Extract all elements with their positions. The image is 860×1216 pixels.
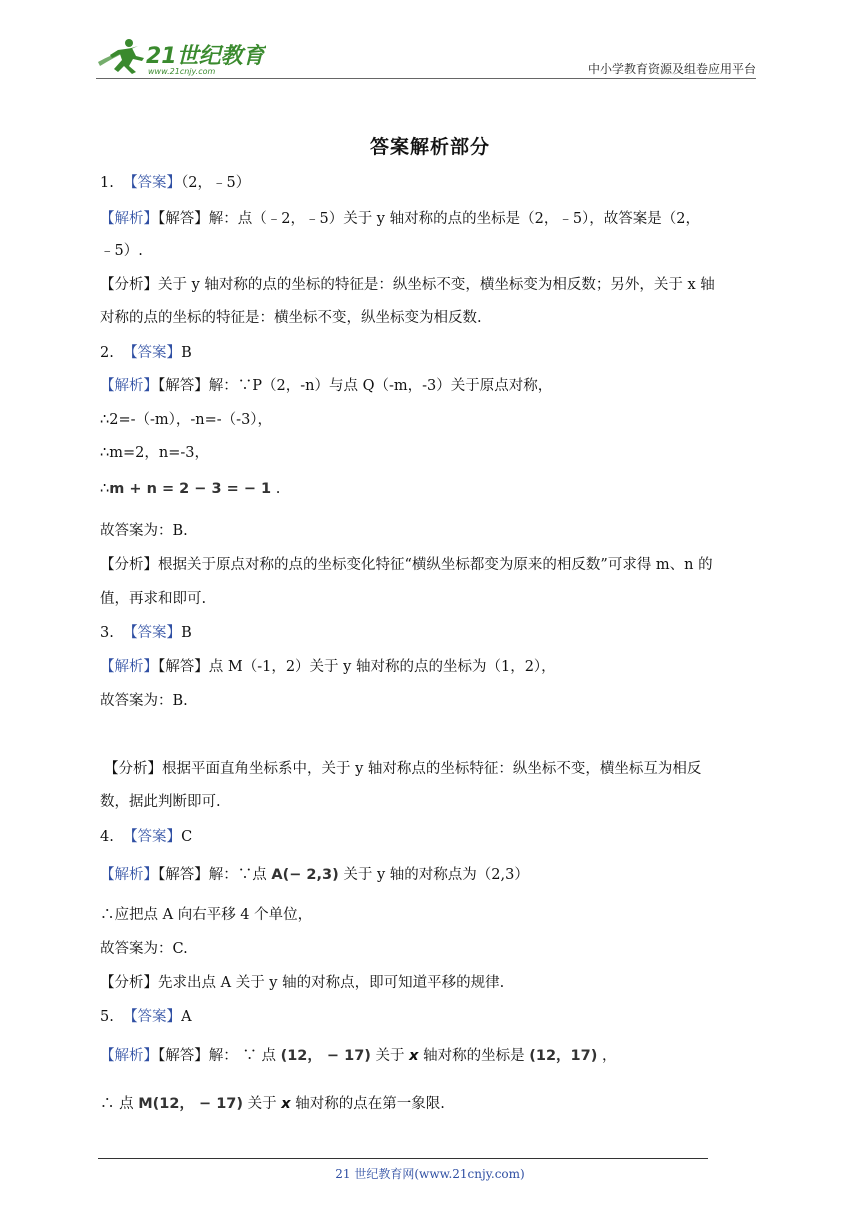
platform-name: 中小学教育资源及组卷应用平台	[587, 62, 756, 76]
q3-solution-text1: 【解答】点 M（-1，2）关于 y 轴对称的点的坐标为（1，2），	[158, 659, 556, 675]
q2-answer-tag: 【答案】	[123, 345, 182, 361]
page-title: 答案解析部分	[369, 136, 490, 158]
q2-analysis-line1: 【分析】根据关于原点对称的点的坐标变化特征“横纵坐标都变为原来的相反数”可求得 m、n 的	[100, 557, 713, 573]
footer-text: 21 世纪教育网(www.21cnjy.com)	[335, 1167, 525, 1181]
q5-answer-line	[100, 1007, 192, 1027]
q5-text1b: 关于	[375, 1048, 405, 1064]
q5-solution-line1	[100, 1046, 616, 1066]
q5-number: 5.	[100, 1009, 114, 1025]
q2-jiexi-tag: 【解析】	[100, 378, 158, 394]
q2-solution-line1	[100, 376, 552, 396]
q3-number: 3.	[100, 625, 114, 641]
q5-var-x1: x	[409, 1048, 419, 1064]
q4-point-a: A(− 2,3)	[271, 867, 339, 883]
q5-answer: A	[181, 1009, 192, 1025]
q4-answer-line	[100, 827, 192, 847]
q4-solution-line2: ∴应把点 A 向右平移 4 个单位，	[100, 907, 313, 923]
q5-text1d: ，	[601, 1048, 617, 1064]
header-divider	[96, 78, 756, 79]
q5-text2b: 关于	[247, 1096, 277, 1112]
q4-analysis-line1: 【分析】先求出点 A 关于 y 轴的对称点，即可知道平移的规律.	[100, 975, 505, 991]
q1-answer-line	[100, 173, 250, 193]
q2-solution-line4	[100, 479, 280, 499]
q2-answer-line	[100, 343, 192, 363]
q1-answer-tag: 【答案】	[123, 175, 182, 191]
logo-text: 21世纪教育	[146, 44, 265, 69]
q3-answer-tag: 【答案】	[123, 625, 182, 641]
q2-solution-line5: 故答案为：B.	[100, 523, 188, 539]
q4-solution-line1	[100, 865, 529, 885]
q3-jiexi-tag: 【解析】	[100, 659, 158, 675]
q5-text1c: 轴对称的坐标是	[423, 1048, 525, 1064]
q2-analysis-line2: 值，再求和即可.	[100, 591, 207, 607]
q1-solution-line1	[100, 209, 700, 229]
q5-point1: (12， − 17)	[280, 1048, 371, 1064]
q2-period: .	[271, 481, 281, 497]
q5-answer-tag: 【答案】	[123, 1009, 182, 1025]
q3-answer-line	[100, 623, 192, 643]
q5-text2a: ∴ 点	[100, 1096, 134, 1112]
q4-answer: C	[181, 829, 193, 845]
q5-jiexi-tag: 【解析】	[100, 1048, 158, 1064]
q5-text2c: 轴对称的点在第一象限.	[295, 1096, 445, 1112]
q2-number: 2.	[100, 345, 114, 361]
footer-divider	[98, 1158, 708, 1159]
q5-solution-line2	[100, 1094, 445, 1114]
q1-solution-line2: ﹣5）.	[100, 243, 143, 259]
page-header	[96, 32, 756, 80]
q1-analysis-line1: 【分析】关于 y 轴对称的点的坐标的特征是：纵坐标不变，横坐标变为相反数；另外，关于 x 轴	[100, 277, 715, 293]
logo-url: www.21cnjy.com	[148, 67, 216, 76]
q4-solution-line3: 故答案为：C.	[100, 941, 188, 957]
q3-analysis-line1: 【分析】根据平面直角坐标系中，关于 y 轴对称点的坐标特征：纵坐标不变，横坐标互为相反	[104, 761, 702, 777]
q4-solution-text1a: 【解答】解：∵点	[158, 867, 267, 883]
q1-number: 1.	[100, 175, 114, 191]
q2-solution-line3: ∴m=2，n=-3，	[100, 445, 209, 461]
q4-answer-tag: 【答案】	[123, 829, 182, 845]
q1-jiexi-tag: 【解析】	[100, 211, 158, 227]
q3-analysis-line2: 数，据此判断即可.	[100, 794, 221, 810]
q3-solution-line1	[100, 657, 556, 677]
q5-point-m: M(12， − 17)	[138, 1096, 244, 1112]
q1-analysis-line2: 对称的点的坐标的特征是：横坐标不变，纵坐标变为相反数.	[100, 310, 482, 326]
q2-answer: B	[181, 345, 192, 361]
q3-solution-line2: 故答案为：B.	[100, 693, 188, 709]
q1-solution-text1: 【解答】解：点（﹣2，﹣5）关于 y 轴对称的点的坐标是（2，﹣5），故答案是（2，	[158, 211, 701, 227]
logo-21cnjy	[96, 36, 266, 76]
q1-answer: （2，﹣5）	[181, 175, 251, 191]
q2-solution-line2: ∴2=-（-m），-n=-（-3），	[100, 412, 273, 428]
q2-formula: m + n = 2 − 3 = − 1	[109, 481, 272, 497]
q4-number: 4.	[100, 829, 114, 845]
q5-var-x2: x	[281, 1096, 291, 1112]
q5-text1a: 【解答】解： ∵ 点	[158, 1048, 276, 1064]
q2-solution-text1: 【解答】解：∵P（2，-n）与点 Q（-m，-3）关于原点对称，	[158, 378, 553, 394]
q5-point2: (12，17)	[529, 1048, 598, 1064]
q3-answer: B	[181, 625, 192, 641]
q4-jiexi-tag: 【解析】	[100, 867, 158, 883]
q2-therefore: ∴	[100, 481, 110, 497]
q4-solution-text1b: 关于 y 轴的对称点为（2,3）	[343, 867, 529, 883]
